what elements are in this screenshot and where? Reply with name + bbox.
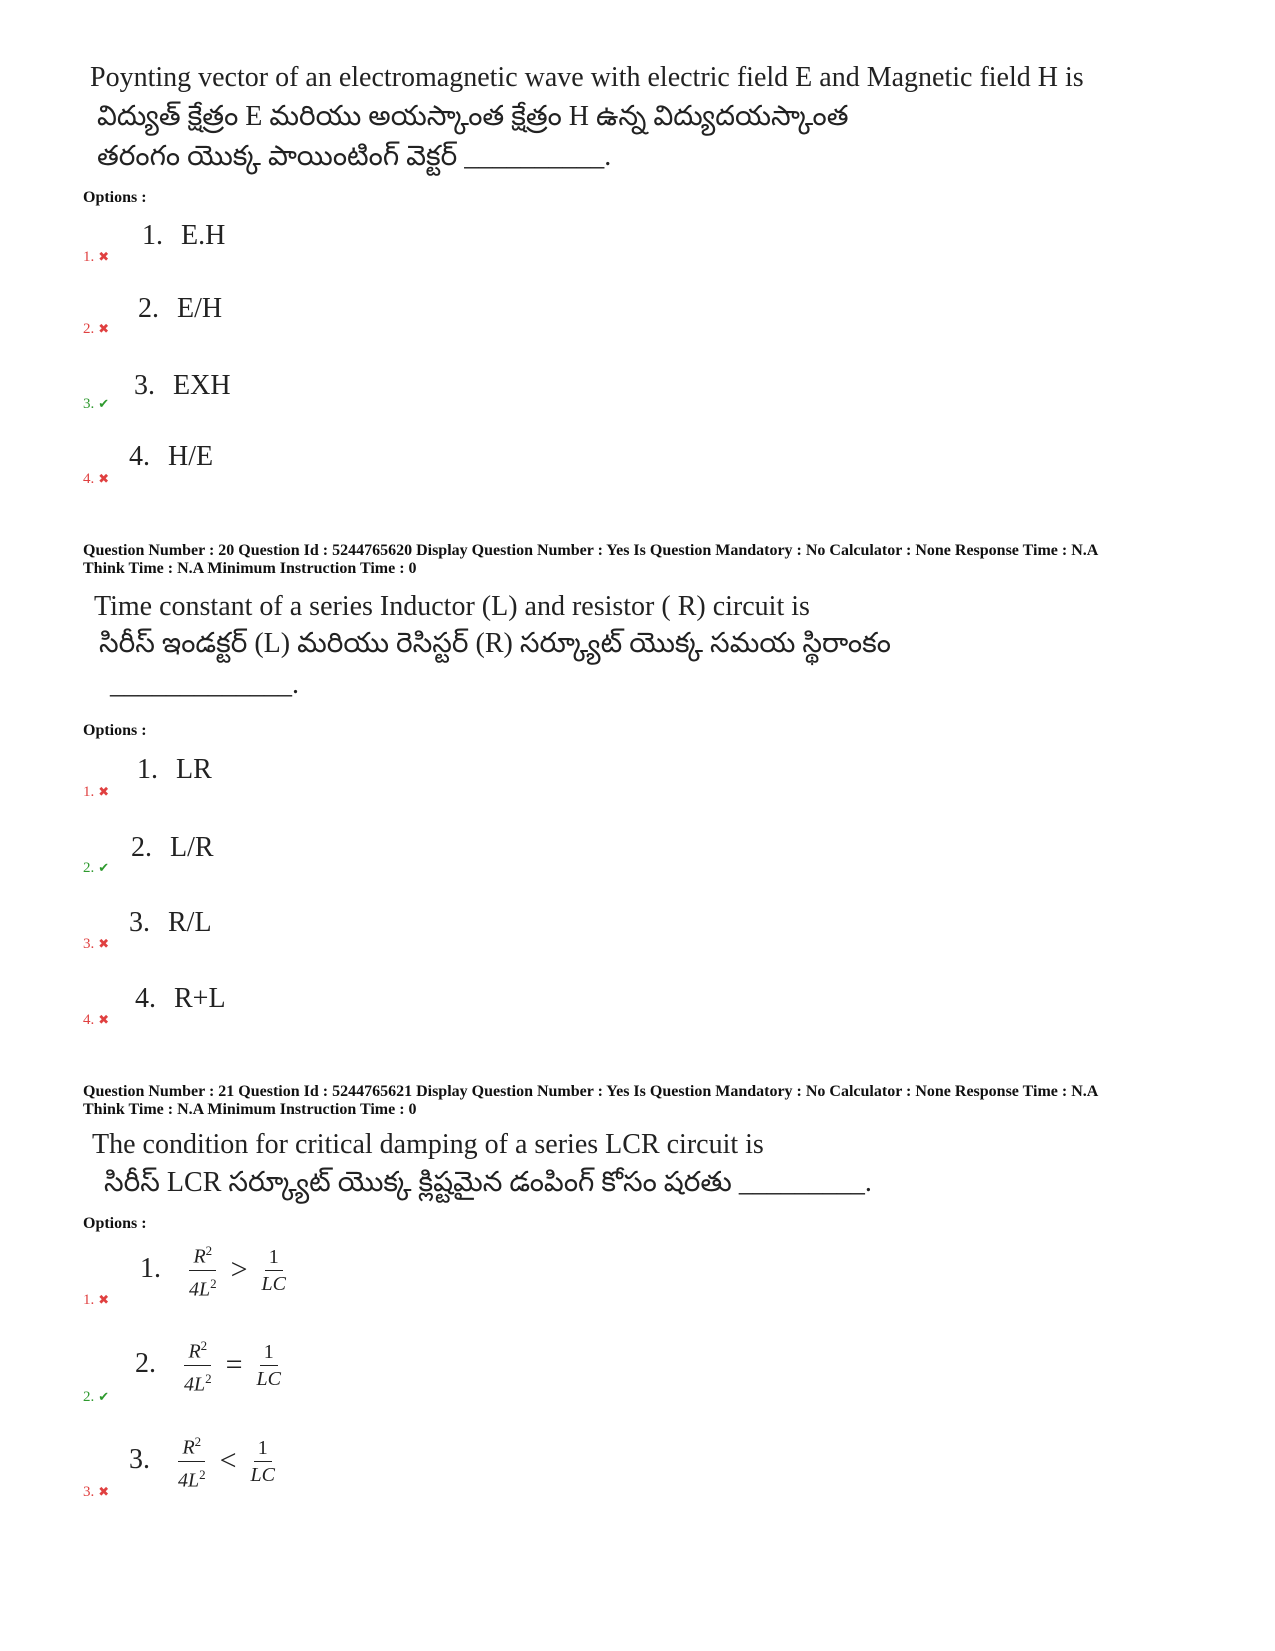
q20-text-te-1: సిరీస్ ఇండక్టర్ (L) మరియు రెసిస్టర్ (R) సర్క్యూట్ యొక్క సమయ స్థిరాంకం [99,628,891,659]
fraction-rhs [247,1437,279,1486]
q20-options-label: Options : [83,722,147,739]
q20-text-te-2: _____________. [110,669,299,700]
q19-text-te-2: తరంగం యొక్క పాయింటింగ్ వెక్టర్ __________. [97,141,612,172]
fraction-lhs [185,1240,221,1300]
q19-option-3 [134,370,231,402]
option-text: E.H [181,220,226,251]
q21-option-2 [135,1335,291,1395]
denominator: LC [261,1272,287,1295]
option-number: 2. [135,1347,156,1379]
numerator: 1 [254,1437,272,1462]
q20-option-4-marker [83,1012,109,1029]
q20-option-1 [137,754,212,786]
q19-option-3-marker [83,396,109,413]
cross-icon: ✖ [98,936,110,951]
option-text: EXH [173,370,231,401]
numerator: R [182,1436,195,1459]
fraction-lhs [180,1335,216,1395]
q20-option-4 [135,983,226,1015]
q21-text-te: సిరీస్ LCR సర్క్యూట్ యొక్క క్లిష్టమైన డంపింగ్ కోసం షరతు _________. [104,1167,872,1198]
numerator: 1 [265,1246,283,1271]
marker-number: 1. [83,784,95,800]
marker-number: 3. [83,396,95,412]
q20-option-2-marker [83,860,109,877]
cross-icon: ✖ [98,1292,110,1307]
exponent: 2 [205,1243,213,1258]
q21-text-en: The condition for critical damping of a series LCR circuit is [92,1129,764,1160]
q20-meta-line-2: Think Time : N.A Minimum Instruction Time : 0 [83,560,417,577]
fraction-rhs [258,1246,290,1295]
q19-option-2-marker [83,321,109,338]
option-text: H/E [168,441,214,472]
q19-option-1-marker [83,249,109,266]
q21-option-1 [140,1240,296,1300]
formula [168,1431,285,1491]
denominator: LC [250,1463,276,1486]
q21-option-1-marker [83,1292,109,1309]
marker-number: 2. [83,1389,95,1405]
marker-number: 2. [83,321,95,337]
numerator: 1 [260,1341,278,1366]
option-number: 3. [134,370,155,401]
denominator: LC [256,1367,282,1390]
q19-text-te-1: విద్యుత్ క్షేత్రం E మరియు అయస్కాంత క్షేత్రం H ఉన్న విద్యుదయస్కాంత [97,101,849,132]
q20-text-en: Time constant of a series Inductor (L) and resistor ( R) circuit is [94,591,810,622]
option-number: 2. [131,832,152,863]
numerator: R [193,1245,206,1268]
q19-text-en: Poynting vector of an electromagnetic wave with electric field E and Magnetic field H is [90,62,1084,93]
option-text: R/L [168,907,212,938]
numerator: R [188,1340,201,1363]
exponent: 2 [194,1434,202,1449]
q21-option-3-marker [83,1484,109,1501]
marker-number: 4. [83,471,95,487]
q20-option-2 [131,832,214,864]
option-text: R+L [174,983,226,1014]
cross-icon: ✖ [98,321,110,336]
check-icon: ✔ [98,1389,110,1404]
q21-options-label: Options : [83,1215,147,1232]
formula [179,1240,296,1300]
option-number: 3. [129,907,150,938]
relation-symbol: < [219,1444,237,1478]
option-text: E/H [177,293,223,324]
option-number: 3. [129,1443,150,1475]
exponent: 2 [205,1370,212,1386]
marker-number: 3. [83,936,95,952]
marker-number: 1. [83,1292,95,1308]
cross-icon: ✖ [98,1012,110,1027]
option-number: 1. [140,1252,161,1284]
cross-icon: ✖ [98,249,110,264]
option-text: L/R [170,832,214,863]
option-number: 2. [138,293,159,324]
marker-number: 3. [83,1484,95,1500]
q19-options-label: Options : [83,189,147,206]
q21-meta-line-2: Think Time : N.A Minimum Instruction Time : 0 [83,1101,417,1118]
q21-meta-line-1: Question Number : 21 Question Id : 5244765621 Display Question Number : Yes Is Question Mandatory : No Calculator : None Response Time : N.A [83,1083,1099,1100]
q19-option-4-marker [83,471,109,488]
option-number: 4. [129,441,150,472]
marker-number: 4. [83,1012,95,1028]
cross-icon: ✖ [98,1484,110,1499]
option-number: 1. [142,220,163,251]
q19-option-4 [129,441,213,473]
option-number: 1. [137,754,158,785]
cross-icon: ✖ [98,784,110,799]
relation-symbol: > [230,1253,248,1287]
exponent: 2 [199,1466,206,1482]
q20-option-3 [129,907,212,939]
exponent: 2 [200,1338,208,1353]
formula [174,1335,291,1395]
fraction-rhs [253,1341,285,1390]
q19-option-1 [142,220,225,252]
option-number: 4. [135,983,156,1014]
marker-number: 2. [83,860,95,876]
denominator: 4L [184,1373,206,1396]
q19-option-2 [138,293,222,325]
option-text: LR [176,754,212,785]
check-icon: ✔ [98,396,110,411]
q21-option-2-marker [83,1389,109,1406]
relation-symbol: = [225,1348,243,1382]
denominator: 4L [178,1469,200,1492]
q21-option-3 [129,1431,285,1491]
cross-icon: ✖ [98,471,110,486]
check-icon: ✔ [98,860,110,875]
denominator: 4L [189,1278,211,1301]
marker-number: 1. [83,249,95,265]
exponent: 2 [210,1275,217,1291]
q20-option-1-marker [83,784,109,801]
fraction-lhs [174,1431,210,1491]
q20-meta-line-1: Question Number : 20 Question Id : 5244765620 Display Question Number : Yes Is Question Mandatory : No Calculator : None Response Time : N.A [83,542,1099,559]
q20-option-3-marker [83,936,109,953]
